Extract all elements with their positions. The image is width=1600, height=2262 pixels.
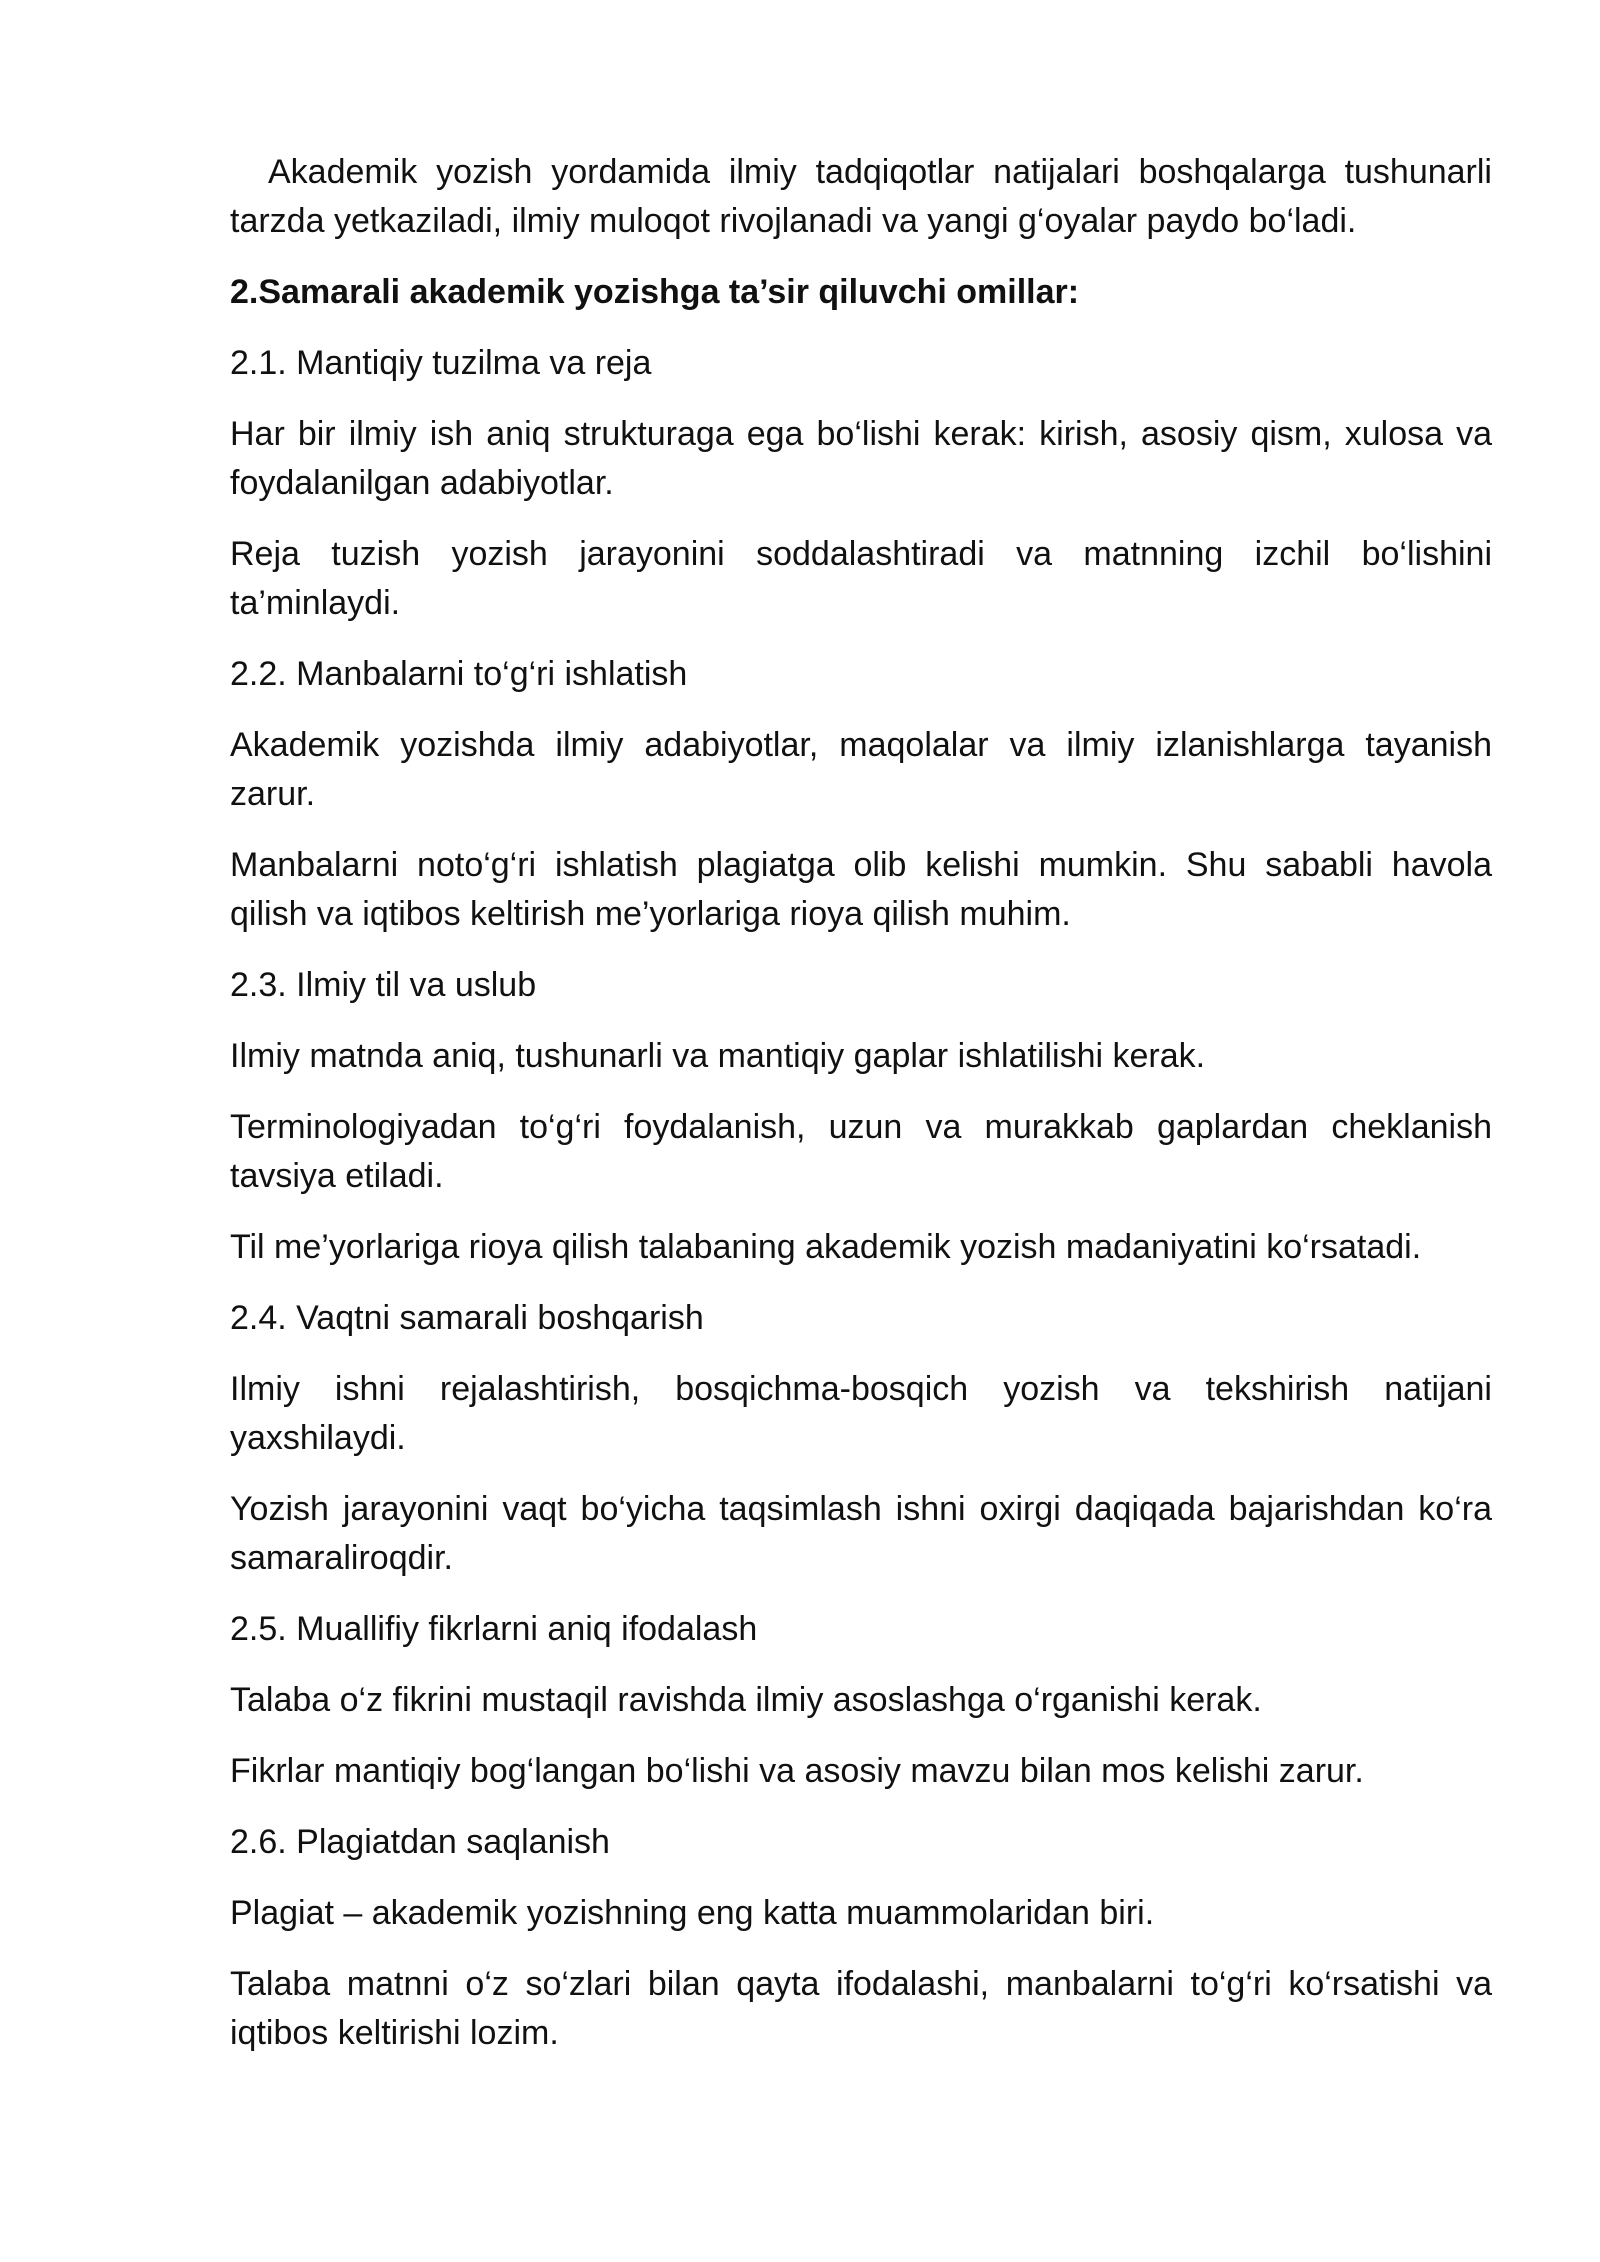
paragraph-2-4-b: Yozish jarayonini vaqt bo‘yicha taqsimlash ishni oxirgi daqiqada bajarishdan ko‘ra samaraliroqdir. — [230, 1490, 1492, 1577]
paragraph-2-2-b: Manbalarni noto‘g‘ri ishlatish plagiatga olib kelishi mumkin. Shu sababli havola qilish va iqtibos keltirish me’yorlariga rioya qilish muhim. — [230, 846, 1492, 933]
paragraph-2-2-a: Akademik yozishda ilmiy adabiyotlar, maqolalar va ilmiy izlanishlarga tayanish zarur. — [230, 726, 1492, 813]
paragraph-2-5-a: Talaba o‘z fikrini mustaqil ravishda ilmiy asoslashga o‘rganishi kerak. — [230, 1681, 1262, 1719]
intro-paragraph: Akademik yozish yordamida ilmiy tadqiqotlar natijalari boshqalarga tushunarli tarzda yetkaziladi, ilmiy muloqot rivojlanadi va yangi g‘oyalar paydo bo‘ladi. — [230, 153, 1492, 240]
paragraph-2-5-b: Fikrlar mantiqiy bog‘langan bo‘lishi va asosiy mavzu bilan mos kelishi zarur. — [230, 1752, 1364, 1790]
subsection-title-2-1: 2.1. Mantiqiy tuzilma va reja — [230, 344, 652, 382]
paragraph-2-6-a: Plagiat – akademik yozishning eng katta muammolaridan biri. — [230, 1894, 1155, 1932]
paragraph-2-6-b: Talaba matnni o‘z so‘zlari bilan qayta ifodalashi, manbalarni to‘g‘ri ko‘rsatishi va iqtibos keltirishi lozim. — [230, 1965, 1492, 2052]
subsection-title-2-3: 2.3. Ilmiy til va uslub — [230, 966, 537, 1004]
section-heading: 2.Samarali akademik yozishga ta’sir qiluvchi omillar: — [230, 273, 1080, 311]
subsection-title-2-6: 2.6. Plagiatdan saqlanish — [230, 1823, 610, 1861]
paragraph-2-3-c: Til me’yorlariga rioya qilish talabaning akademik yozish madaniyatini ko‘rsatadi. — [230, 1228, 1422, 1266]
subsection-title-2-5: 2.5. Muallifiy fikrlarni aniq ifodalash — [230, 1610, 758, 1648]
paragraph-2-1-a: Har bir ilmiy ish aniq strukturaga ega bo‘lishi kerak: kirish, asosiy qism, xulosa va foydalanilgan adabiyotlar. — [230, 415, 1492, 502]
subsection-title-2-4: 2.4. Vaqtni samarali boshqarish — [230, 1299, 704, 1337]
paragraph-2-4-a: Ilmiy ishni rejalashtirish, bosqichma-bosqich yozish va tekshirish natijani yaxshilaydi. — [230, 1370, 1492, 1457]
paragraph-2-3-b: Terminologiyadan to‘g‘ri foydalanish, uzun va murakkab gaplardan cheklanish tavsiya etiladi. — [230, 1108, 1492, 1195]
paragraph-2-3-a: Ilmiy matnda aniq, tushunarli va mantiqiy gaplar ishlatilishi kerak. — [230, 1037, 1206, 1075]
document-page — [230, 148, 1492, 2080]
subsection-title-2-2: 2.2. Manbalarni to‘g‘ri ishlatish — [230, 655, 688, 693]
paragraph-2-1-b: Reja tuzish yozish jarayonini soddalashtiradi va matnning izchil bo‘lishini ta’minlaydi. — [230, 535, 1492, 622]
